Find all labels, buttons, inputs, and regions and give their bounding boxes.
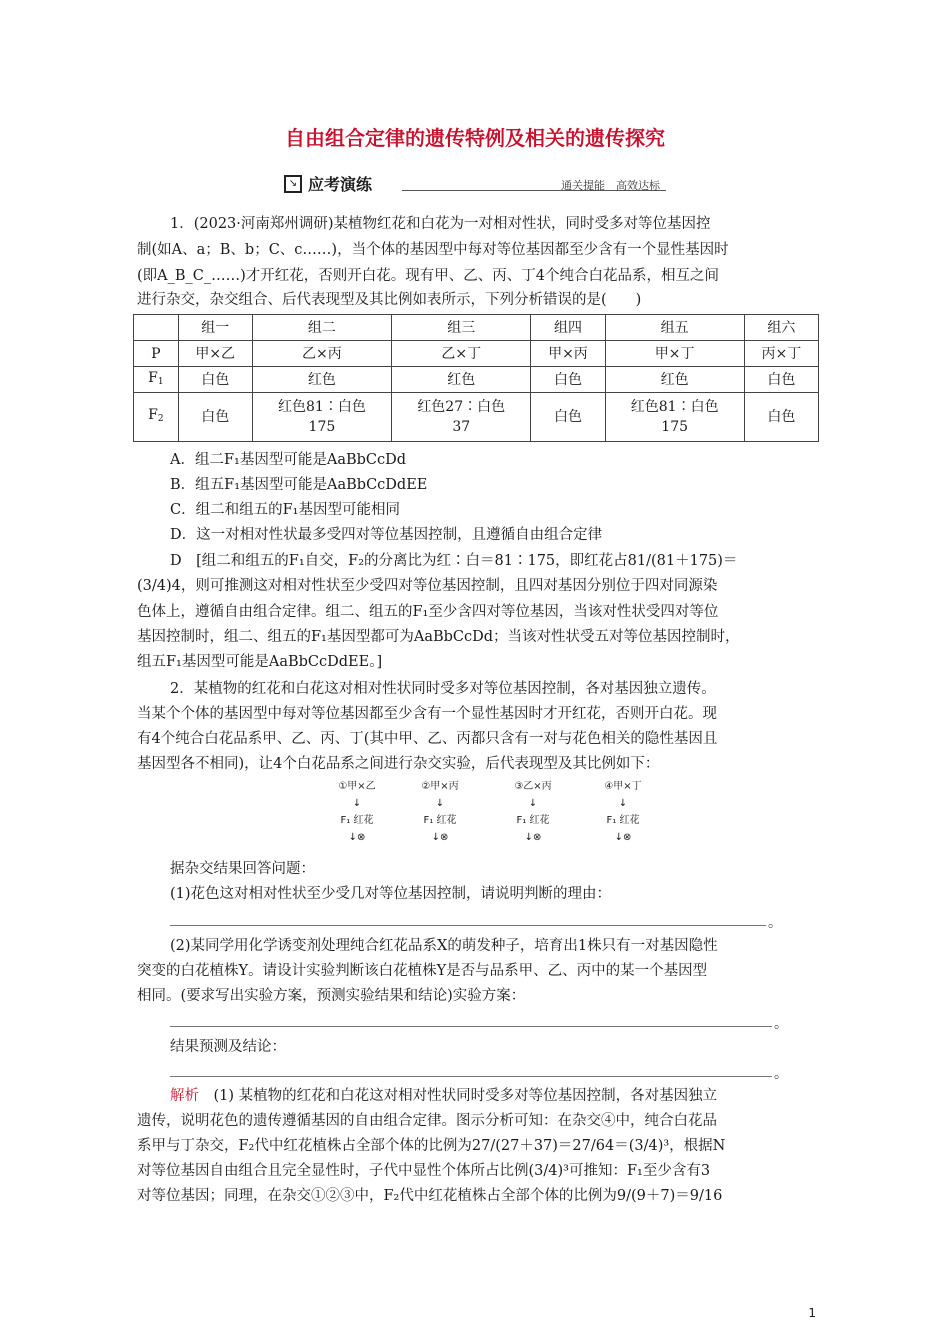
table-cell: $F_1$ — [134, 367, 179, 393]
table-header: 组四 — [531, 315, 605, 341]
table-cell: 白色 — [531, 393, 605, 442]
section-banner — [284, 172, 666, 194]
table-cell — [134, 315, 179, 341]
table-cell: 白色 — [178, 393, 252, 442]
table-header: 组六 — [744, 315, 818, 341]
cross-diagram: ④甲×丁 ↓ F₁ 红花 ↓⊗ — [604, 781, 642, 843]
option-c: C．组二和组五的F₁基因型可能相同 — [170, 502, 400, 518]
option-a: A．组二F₁基因型可能是AaBbCcDd — [170, 452, 407, 468]
table-cell: $F_2$ — [134, 393, 179, 442]
answer-line: (3/4)4，则可推测这对相对性状至少受四对等位基因控制，且四对基因分别位于四对同源染 — [137, 578, 718, 594]
table-cell: 白色 — [744, 367, 818, 393]
q2-line: 2．某植物的红花和白花这对相对性状同时受多对等位基因控制，各对基因独立遗传。 — [170, 681, 716, 697]
prompt-text: 据杂交结果回答问题： — [170, 861, 315, 877]
table-row — [134, 367, 819, 393]
table-header: 组一 — [178, 315, 252, 341]
answer-line: 色体上，遵循自由组合定律。组二、组五的F₁至少含四对等位基因，当该对性状受四对等位 — [137, 604, 719, 620]
table-cell: 白色 — [744, 393, 818, 442]
table-header: 组三 — [392, 315, 531, 341]
page-title: 自由组合定律的遗传特例及相关的遗传探究 — [285, 126, 665, 150]
answer-line: D [组二和组五的F₁自交，F₂的分离比为红∶白＝81∶175，即红花占81/(81＋175)＝ — [170, 553, 738, 569]
analysis-line: 对等位基因；同理，在杂交①②③中，F₂代中红花植株占全部个体的比例为9/(9＋7)＝9/16 — [137, 1188, 723, 1204]
cross-diagram: ①甲×乙 ↓ F₁ 红花 ↓⊗ — [338, 781, 376, 843]
table-cell: 红色81∶白色 175 — [252, 393, 391, 442]
table-cell: 白色 — [178, 367, 252, 393]
table-cell: 甲×乙 — [178, 341, 252, 367]
results-table — [133, 314, 819, 442]
analysis-line: 解析 (1) 某植物的红花和白花这对相对性状同时受多对等位基因控制，各对基因独立 — [170, 1088, 718, 1104]
q2-line: 基因型各不相同)，让4个白花品系之间进行杂交实验，后代表现型及其比例如下： — [137, 756, 660, 772]
table-cell: 红色27∶白色 37 — [392, 393, 531, 442]
banner-subtitle: 通关提能 高效达标 — [561, 179, 660, 192]
table-cell: 丙×丁 — [744, 341, 818, 367]
analysis-tag: 解析 — [170, 1088, 199, 1104]
table-row — [134, 393, 819, 442]
answer-line: 组五F₁基因型可能是AaBbCcDdEE。] — [137, 654, 383, 670]
table-cell: 红色 — [252, 367, 391, 393]
analysis-line: 遗传，说明花色的遗传遵循基因的自由组合定律。图示分析可知：在杂交④中，纯合白花品 — [137, 1113, 717, 1129]
analysis-line: 对等位基因自由组合且完全显性时，子代中显性个体所占比例(3/4)³可推知：F₁至少含有3 — [137, 1163, 711, 1179]
table-cell: 甲×丙 — [531, 341, 605, 367]
table-cell: 乙×丁 — [392, 341, 531, 367]
q2-line: 有4个纯合白花品系甲、乙、丙、丁(其中甲、乙、丙都只含有一对与花色相关的隐性基因且 — [137, 731, 718, 747]
cross-diagram: ③乙×丙 ↓ F₁ 红花 ↓⊗ — [514, 781, 552, 843]
sub-question-2: 突变的白花植株Y。请设计实验判断该白花植株Y是否与品系甲、乙、丙中的某一个基因型 — [137, 963, 708, 979]
table-cell: 红色81∶白色 175 — [605, 393, 744, 442]
end-mark: 。 — [774, 1016, 788, 1032]
table-cell: P — [134, 341, 179, 367]
q1-line: (即A_B_C_……)才开红花，否则开白花。现有甲、乙、丙、丁4个纯合白花品系，相互之间 — [137, 268, 720, 284]
table-cell: 红色 — [605, 367, 744, 393]
table-row — [134, 341, 819, 367]
result-label: 结果预测及结论： — [170, 1039, 286, 1055]
table-cell: 红色 — [392, 367, 531, 393]
page-number: 1 — [808, 1306, 816, 1320]
q1-line: 制(如A、a；B、b；C、c……)，当个体的基因型中每对等位基因都至少含有一个显性基因时 — [137, 242, 729, 258]
table-header-row — [134, 315, 819, 341]
table-header: 组二 — [252, 315, 391, 341]
table-cell: 甲×丁 — [605, 341, 744, 367]
end-mark: 。 — [774, 1066, 788, 1082]
sub-question-2: (2)某同学用化学诱变剂处理纯合红花品系X的萌发种子，培育出1株只有一对基因隐性 — [170, 938, 718, 954]
answer-blank[interactable] — [170, 1076, 772, 1077]
cross-diagram: ②甲×丙 ↓ F₁ 红花 ↓⊗ — [421, 781, 459, 843]
banner-label: 应考演练 — [308, 175, 373, 194]
answer-blank[interactable] — [170, 925, 766, 926]
analysis-line: 系甲与丁杂交，F₂代中红花植株占全部个体的比例为27/(27＋37)＝27/64＝(3/4)³，根据N — [137, 1138, 726, 1154]
option-d: D．这一对相对性状最多受四对等位基因控制，且遵循自由组合定律 — [170, 527, 603, 543]
answer-blank[interactable] — [170, 1026, 772, 1027]
q1-line: 进行杂交，杂交组合、后代表现型及其比例如表所示，下列分析错误的是( ) — [137, 292, 642, 308]
sub-question-2: 相同。(要求写出实验方案，预测实验结果和结论)实验方案： — [137, 988, 526, 1004]
table-cell: 白色 — [531, 367, 605, 393]
q1-line: 1．(2023·河南郑州调研)某植物红花和白花为一对相对性状，同时受多对等位基因控 — [170, 216, 711, 232]
q2-line: 当某个个体的基因型中每对等位基因都至少含有一个显性基因时才开红花，否则开白花。现 — [137, 706, 717, 722]
answer-line: 基因控制时，组二、组五的F₁基因型都可为AaBbCcDd；当该对性状受五对等位基因控制时， — [137, 629, 740, 645]
sub-question-1: (1)花色这对相对性状至少受几对等位基因控制，请说明判断的理由： — [170, 886, 612, 902]
option-b: B．组五F₁基因型可能是AaBbCcDdEE — [170, 477, 428, 493]
table-header: 组五 — [605, 315, 744, 341]
arrow-box-icon: ↘ — [284, 175, 302, 193]
table-cell: 乙×丙 — [252, 341, 391, 367]
end-mark: 。 — [768, 915, 782, 931]
